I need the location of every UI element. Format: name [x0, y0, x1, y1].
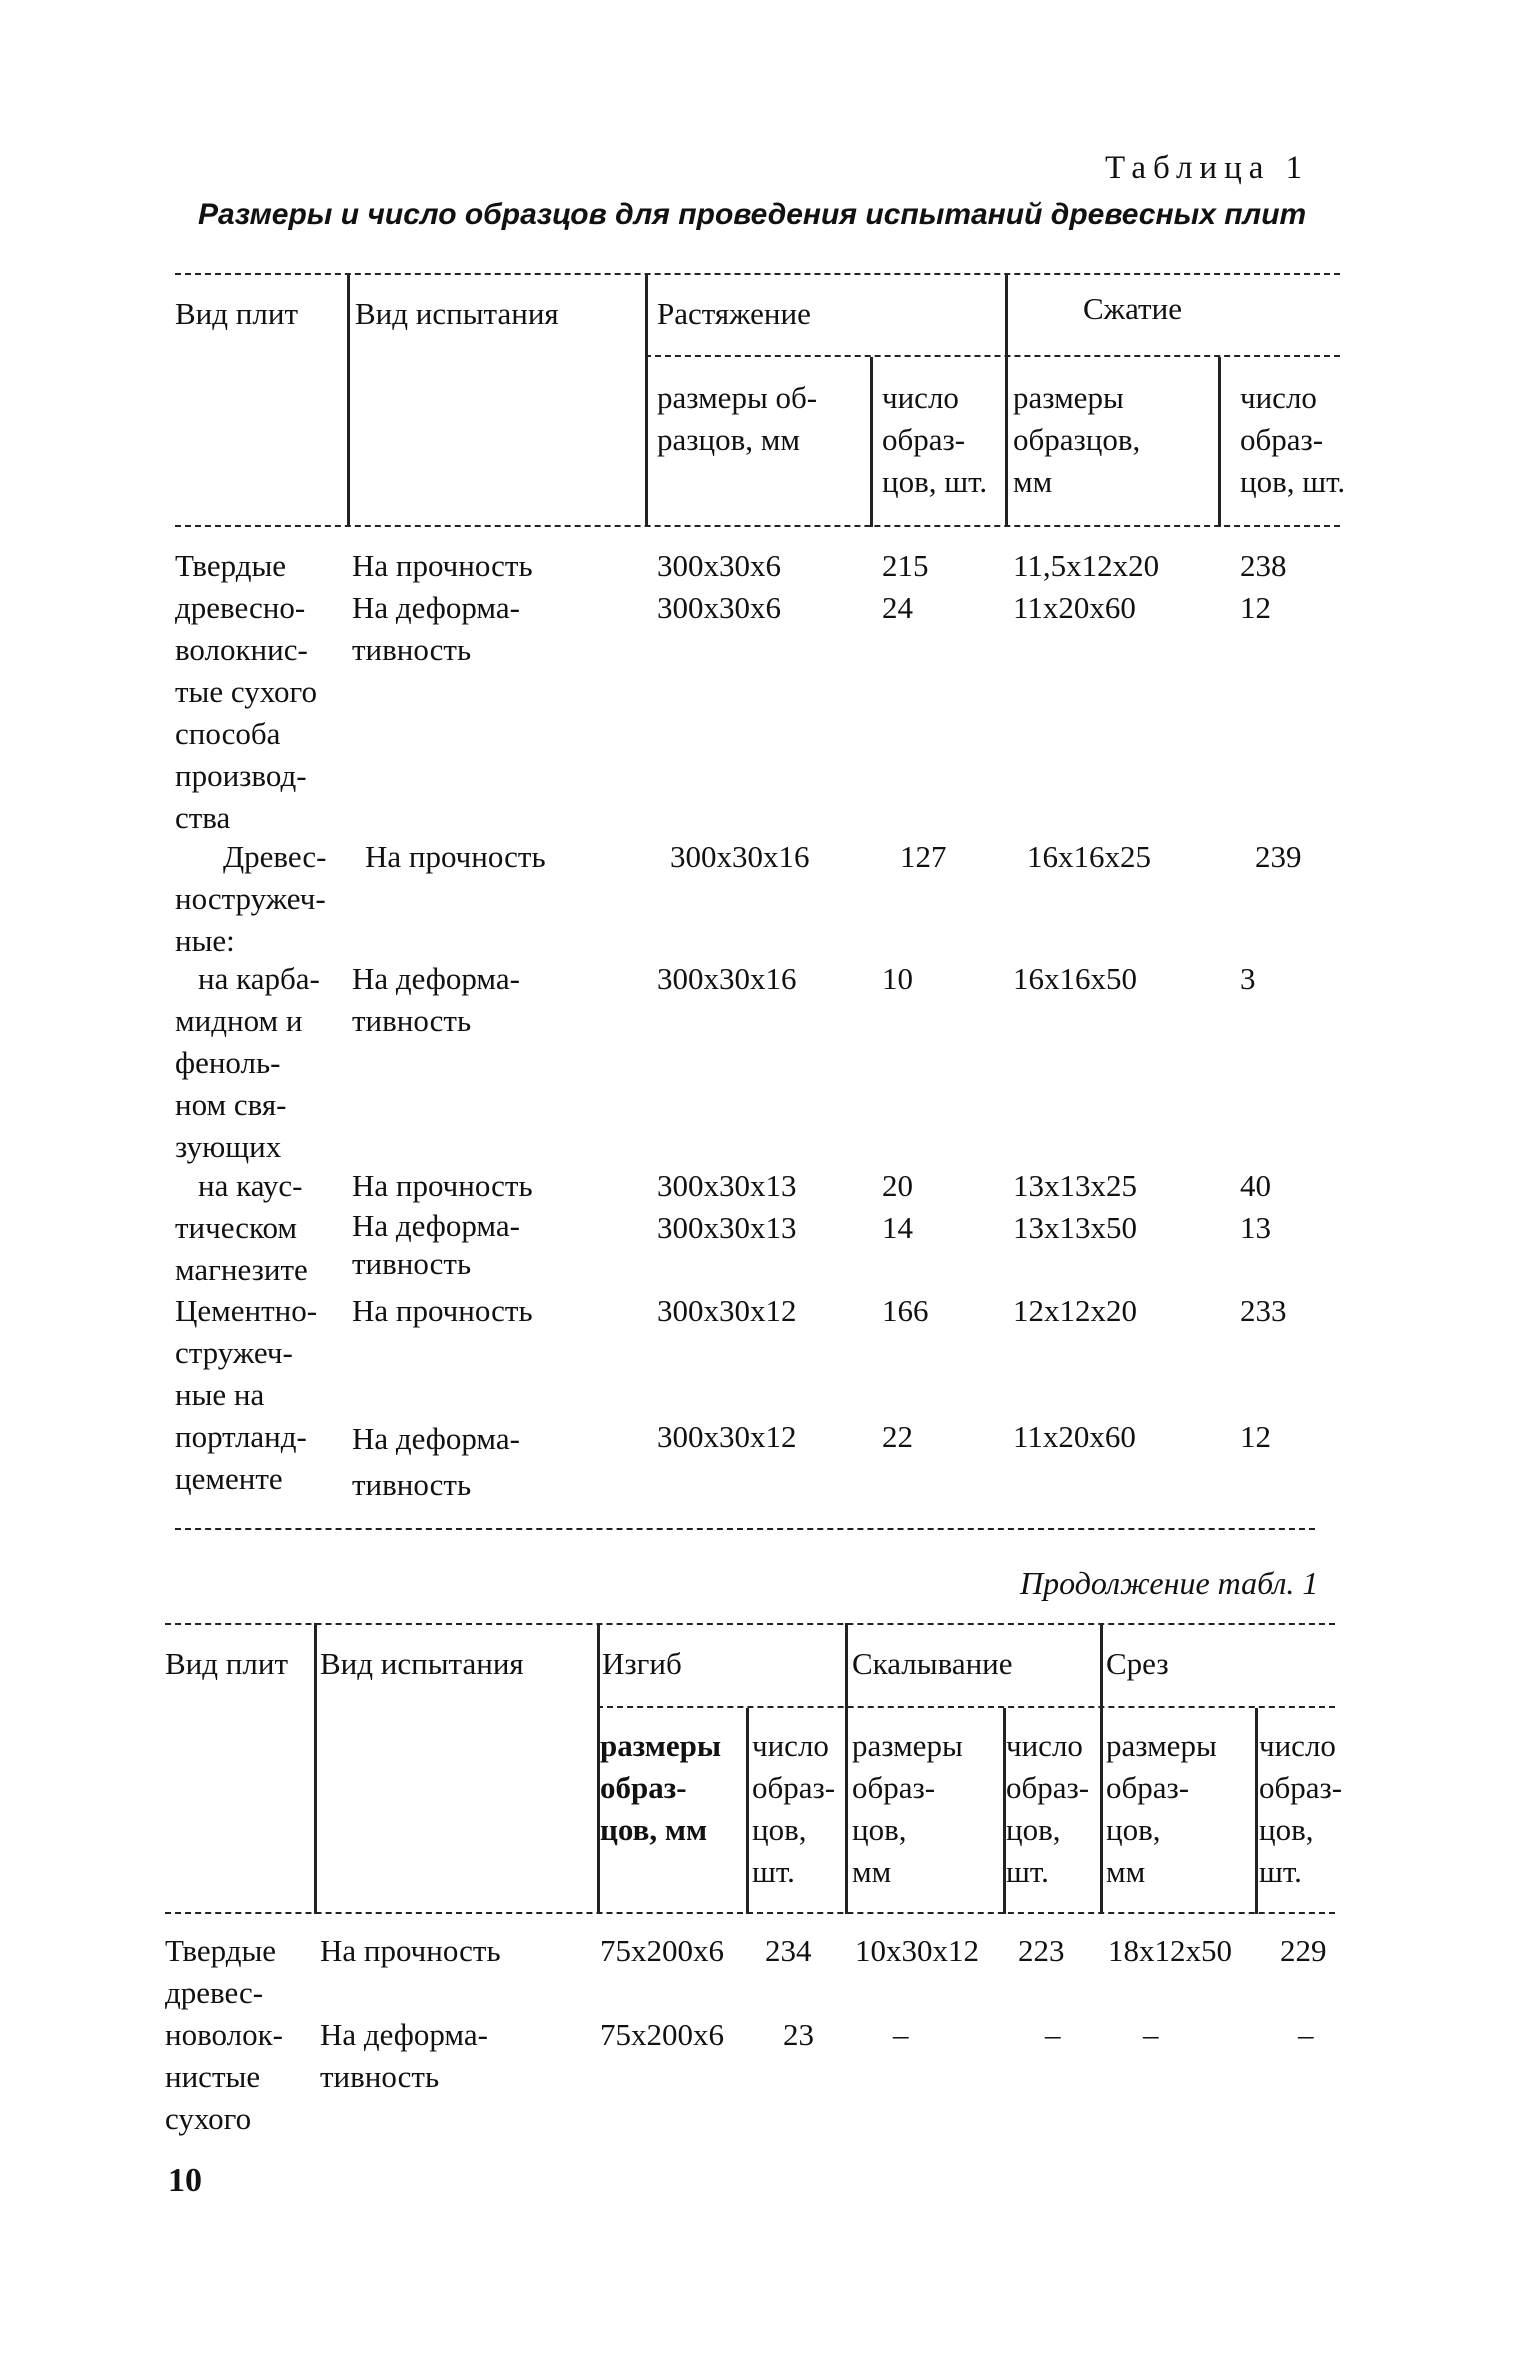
header-compression-count: число образ- цов, шт. — [1240, 380, 1346, 499]
table-cell-tension-count: 215 — [882, 548, 929, 583]
table-cell-board: Твердые древесно- волокнис- тые сухого способа производ- ства — [175, 548, 317, 835]
table-cell-compression-count: 12 — [1240, 590, 1271, 625]
table-cell-test: На прочность — [352, 1168, 533, 1203]
table-cell-compression-size: 13x13x25 — [1013, 1168, 1137, 1203]
table-cell-cutting-count: – — [1298, 2017, 1314, 2052]
table-cell-tension-count: 22 — [882, 1419, 913, 1454]
table-cell-compression-count: 238 — [1240, 548, 1287, 583]
table-cell-test: На прочность — [365, 839, 546, 874]
table-cell-tension-size: 300x30x13 — [657, 1210, 797, 1245]
header-board-type: Вид плит — [165, 1646, 288, 1681]
table-cell-board: Цементно- стружеч- ные на — [175, 1293, 318, 1412]
table-cell-test: На деформа- тивность — [352, 1421, 520, 1502]
table-cell-compression-size: 16x16x25 — [1027, 839, 1151, 874]
table-cell-tension-count: 166 — [882, 1293, 929, 1328]
table-cell-tension-count: 14 — [882, 1210, 913, 1245]
table2-top-rule — [165, 1623, 1335, 1625]
table-cell-board: Древес- ностружеч- ные: — [175, 839, 327, 958]
header-cutting-size: размеры образ- цов, мм — [1106, 1728, 1217, 1889]
header-bending: Изгиб — [602, 1646, 682, 1681]
table-cell-compression-count: 12 — [1240, 1419, 1271, 1454]
table-cell-test: На прочность — [352, 1293, 533, 1328]
table-cell-compression-size: 13x13x50 — [1013, 1210, 1137, 1245]
table-cell-tension-count: 127 — [900, 839, 947, 874]
table-cell-tension-size: 300x30x6 — [657, 548, 781, 583]
header-test-type: Вид испытания — [355, 296, 559, 331]
table-cell-tension-count: 20 — [882, 1168, 913, 1203]
table-cell-tension-size: 300x30x13 — [657, 1168, 797, 1203]
header-cutting: Срез — [1106, 1646, 1169, 1681]
table-cell-test: На деформа- тивность — [320, 2017, 488, 2094]
header-bending-size: размеры образ- цов, мм — [600, 1728, 722, 1847]
table-cell-tension-size: 300x30x12 — [657, 1419, 797, 1454]
table-cell-compression-size: 11x20x60 — [1013, 1419, 1136, 1454]
table-cell-cutting-size: 18x12x50 — [1108, 1933, 1232, 1968]
table-cell-shearing-size: 10x30x12 — [855, 1933, 979, 1968]
header-shearing: Скалывание — [852, 1646, 1013, 1681]
table-title: Размеры и число образцов для проведения испытаний древесных плит — [198, 198, 1307, 231]
table-cell-bending-count: 234 — [765, 1933, 812, 1968]
table-cell-bending-size: 75x200x6 — [600, 1933, 724, 1968]
table-cell-tension-size: 300x30x16 — [657, 961, 797, 996]
table2-vline-5 — [746, 1708, 749, 1914]
table2-vline-4 — [1100, 1623, 1103, 1914]
table-cell-board: на каус- тическом магнезите — [175, 1168, 308, 1287]
table-cell-board: портланд- цементе — [175, 1419, 307, 1496]
table-cell-test: На деформа- тивность — [352, 1208, 520, 1281]
header-tension-size: размеры об- разцов, мм — [657, 380, 818, 457]
table-cell-shearing-count: 223 — [1018, 1933, 1065, 1968]
table-cell-compression-count: 3 — [1240, 961, 1256, 996]
table-cell-tension-size: 300x30x16 — [670, 839, 810, 874]
table-cell-compression-size: 16x16x50 — [1013, 961, 1137, 996]
table-cell-board: Твердые древес- новолок- нистые сухого — [165, 1933, 283, 2136]
table-cell-tension-size: 300x30x12 — [657, 1293, 797, 1328]
table-cell-compression-count: 233 — [1240, 1293, 1287, 1328]
header-compression-size: размеры образцов, мм — [1013, 380, 1141, 499]
table1-bottom-rule — [175, 1528, 1315, 1530]
table-cell-compression-size: 12x12x20 — [1013, 1293, 1137, 1328]
table1-vline-3 — [1005, 273, 1008, 527]
header-bending-count: число образ- цов, шт. — [752, 1728, 836, 1889]
continuation-label: Продолжение табл. 1 — [1020, 1565, 1319, 1601]
table-cell-cutting-size: – — [1143, 2017, 1159, 2052]
table-cell-test: На деформа- тивность — [352, 961, 520, 1038]
table-cell-compression-count: 239 — [1255, 839, 1302, 874]
table1-vline-2 — [645, 273, 648, 527]
header-compression: Сжатие — [1083, 291, 1182, 326]
header-tension: Растяжение — [657, 296, 811, 331]
header-shearing-size: размеры образ- цов, мм — [852, 1728, 963, 1889]
table-cell-bending-size: 75x200x6 — [600, 2017, 724, 2052]
header-tension-count: число образ- цов, шт. — [882, 380, 988, 499]
table2-vline-3 — [845, 1623, 848, 1914]
table2-subheader-rule — [597, 1706, 1335, 1708]
table-cell-tension-size: 300x30x6 — [657, 590, 781, 625]
header-cutting-count: число образ- цов, шт. — [1259, 1728, 1343, 1889]
table-cell-test: На прочность — [352, 548, 533, 583]
header-test-type: Вид испытания — [320, 1646, 524, 1681]
table-cell-tension-count: 10 — [882, 961, 913, 996]
header-board-type: Вид плит — [175, 296, 298, 331]
table-cell-tension-count: 24 — [882, 590, 913, 625]
table-cell-compression-count: 40 — [1240, 1168, 1271, 1203]
table1-vline-4 — [870, 357, 873, 527]
table-label: Таблица 1 — [1105, 150, 1310, 186]
table2-vline-7 — [1255, 1708, 1258, 1914]
header-shearing-count: число образ- цов, шт. — [1006, 1728, 1090, 1889]
page-number: 10 — [168, 2162, 202, 2199]
table-cell-shearing-size: – — [893, 2017, 909, 2052]
table1-subheader-rule — [645, 355, 1340, 357]
table-cell-bending-count: 23 — [783, 2017, 814, 2052]
table2-header-bottom-rule — [165, 1912, 1335, 1914]
table1-vline-5 — [1218, 357, 1221, 527]
table-cell-shearing-count: – — [1045, 2017, 1061, 2052]
table-cell-compression-size: 11x20x60 — [1013, 590, 1136, 625]
table-cell-compression-size: 11,5x12x20 — [1013, 548, 1160, 583]
table2-vline-1 — [314, 1623, 317, 1914]
table-cell-test: На деформа- тивность — [352, 590, 520, 667]
table-cell-cutting-count: 229 — [1280, 1933, 1327, 1968]
table-cell-compression-count: 13 — [1240, 1210, 1271, 1245]
table1-vline-1 — [347, 273, 350, 527]
table-cell-board: на карба- мидном и феноль- ном свя- зующих — [175, 961, 320, 1164]
table-cell-test: На прочность — [320, 1933, 501, 1968]
